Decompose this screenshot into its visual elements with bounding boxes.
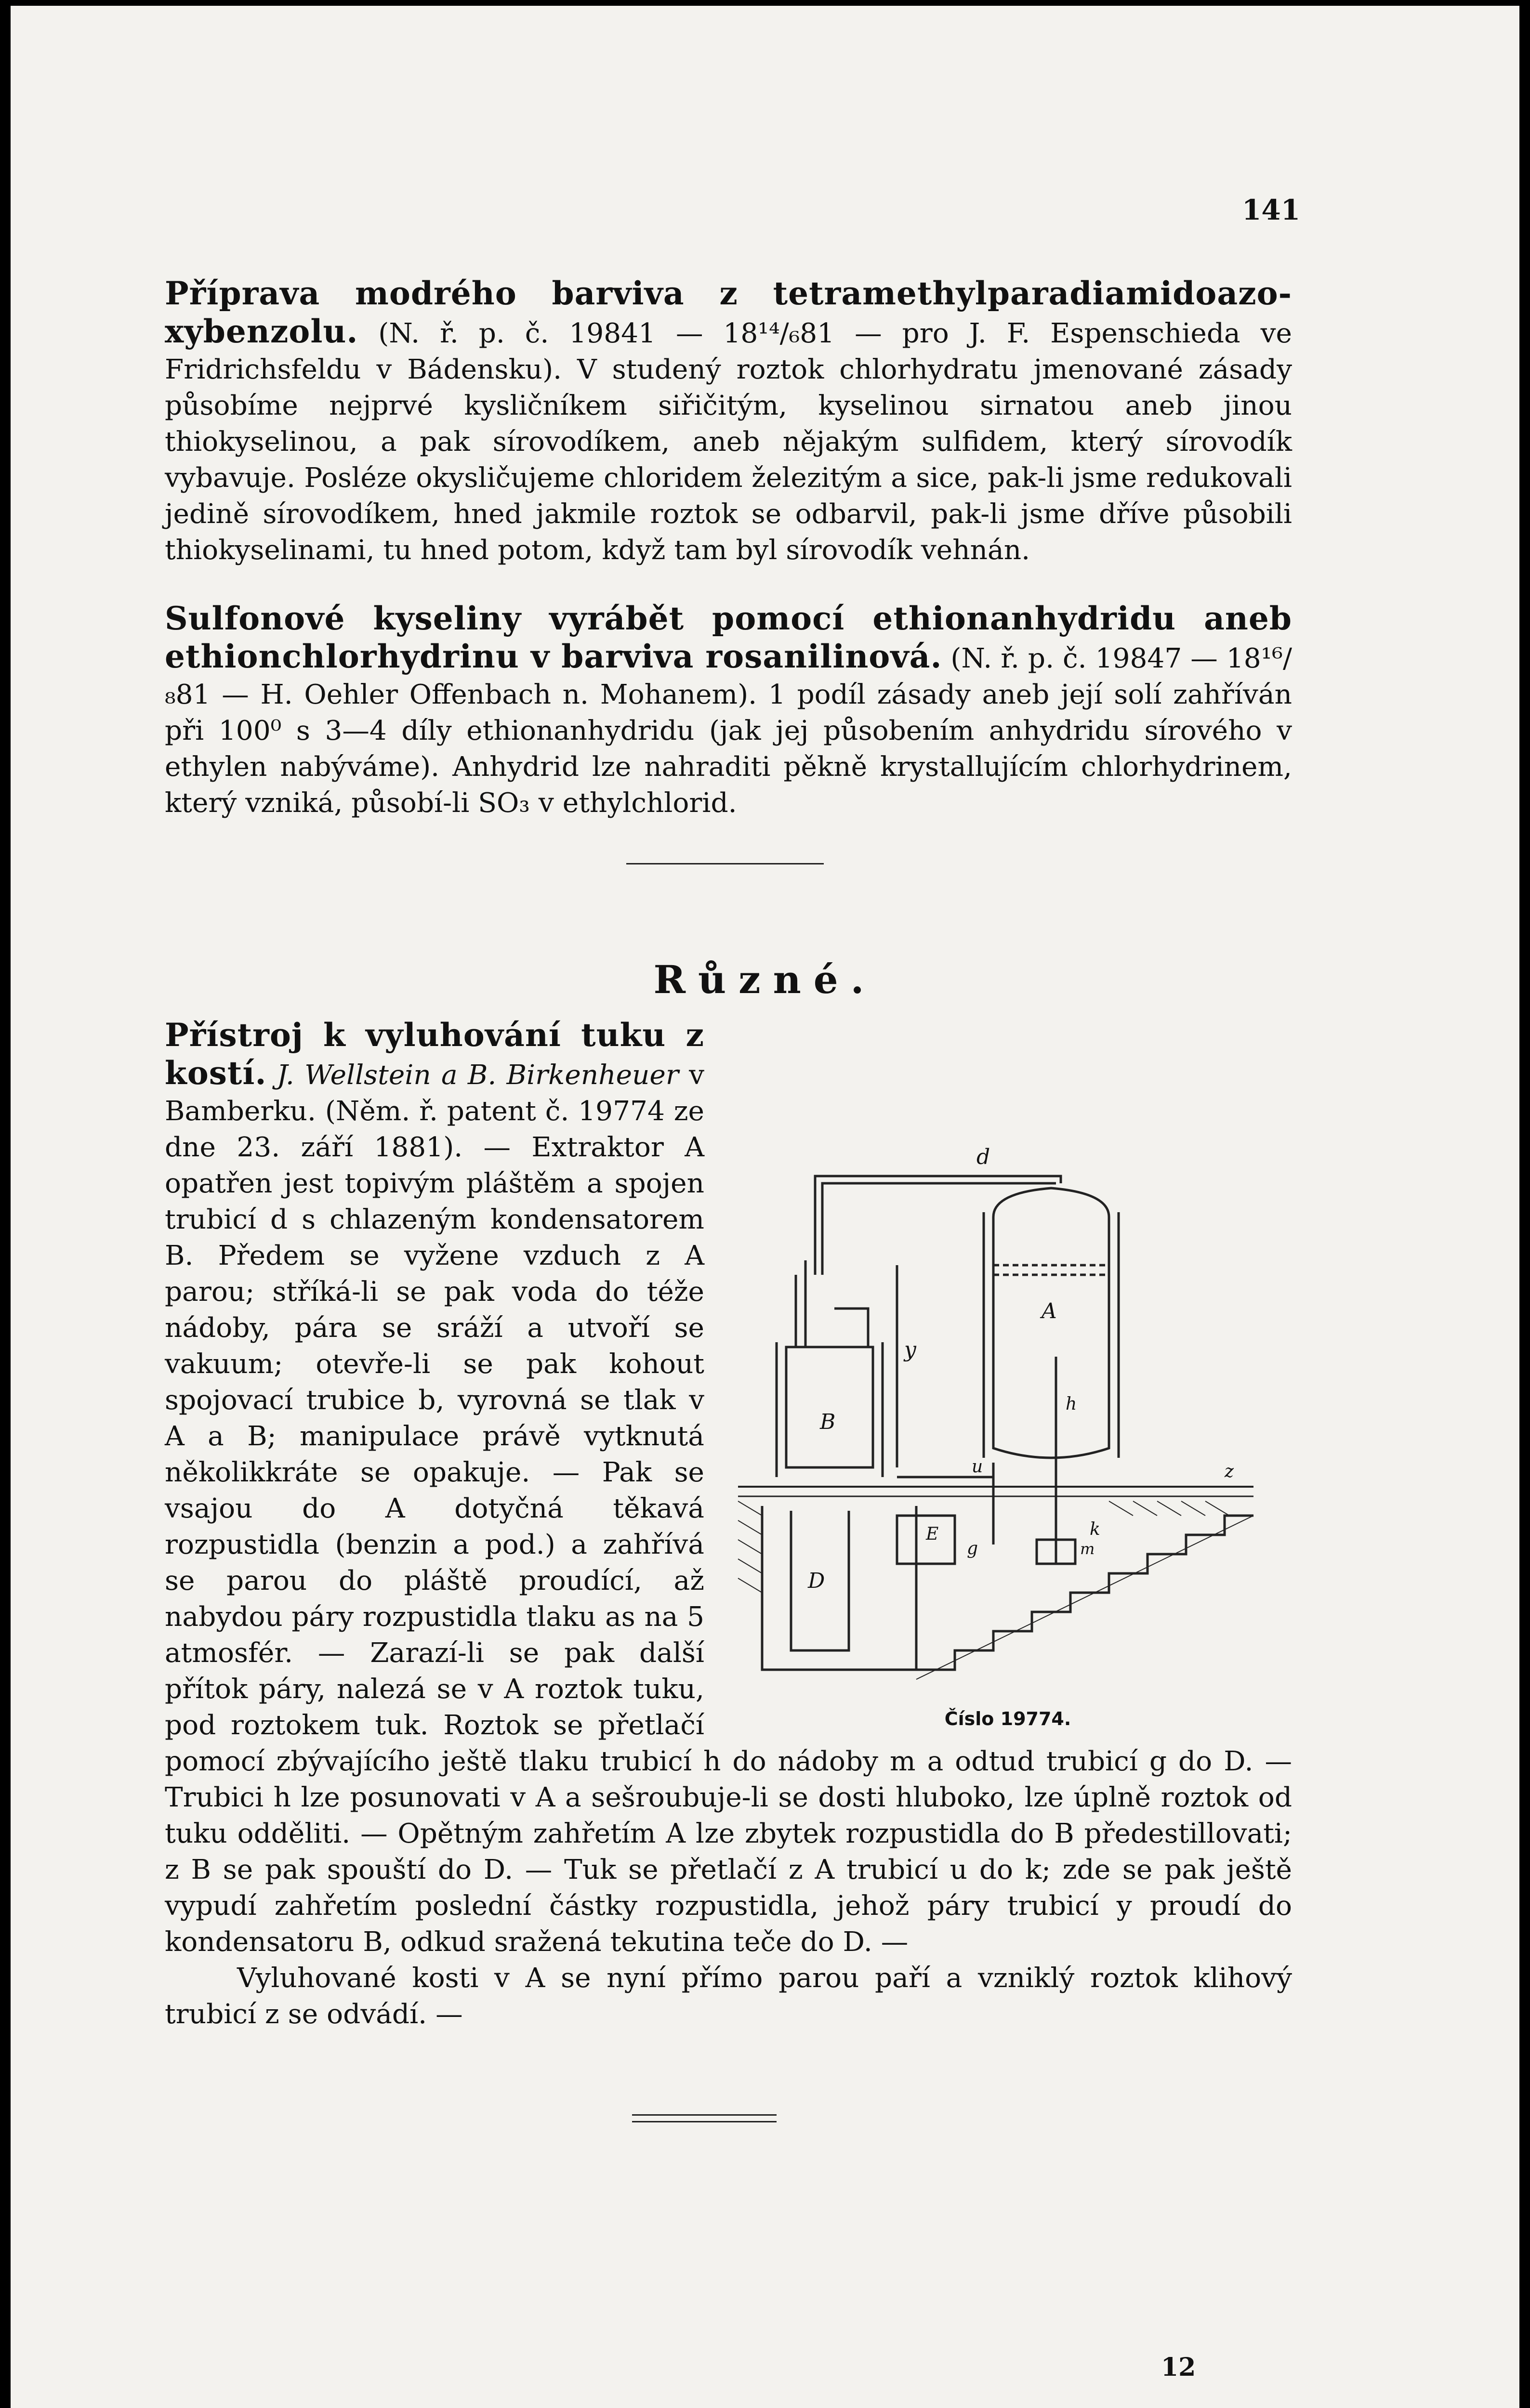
label-m: m: [1080, 1540, 1095, 1558]
misc-heading: Různé.: [653, 957, 877, 1002]
apparatus-figure: [724, 1130, 1292, 1735]
section-fat-dye: [165, 275, 1292, 568]
label-u: u: [972, 1457, 983, 1477]
label-E: E: [926, 1524, 939, 1544]
apparatus-drawing: [724, 1130, 1292, 1703]
label-g: g: [967, 1539, 978, 1558]
section3-title: Přístroj k vyluhování tuku z kostí.: [165, 1016, 704, 1092]
label-d: d: [976, 1145, 990, 1169]
section2-title: Sulfonové kyseliny vyrábět pomocí ethionanhydridu aneb ethionchlorhydrinu v barviva rosanilinová.: [165, 600, 1292, 675]
figure-caption: Číslo 19774.: [944, 1708, 1071, 1729]
label-B: B: [820, 1410, 836, 1434]
label-h: h: [1066, 1394, 1077, 1414]
label-D: D: [808, 1569, 825, 1593]
divider-rule: [626, 863, 824, 864]
section-bone-fat-apparatus: [165, 1017, 1292, 2032]
label-A: A: [1042, 1299, 1057, 1323]
end-rule-2: [632, 2121, 777, 2122]
condenser-B: [786, 1347, 873, 1467]
label-k: k: [1090, 1519, 1100, 1539]
document-page: [11, 6, 1519, 2408]
section3-authors: J. Wellstein a B. Birkenheuer: [277, 1060, 679, 1091]
section1-title: Příprava modrého barviva z tetramethylparadiamidoazo-xybenzolu.: [165, 275, 1292, 350]
section1-body: (N. ř. p. č. 19841 — 18¹⁴/₆81 — pro J. F. Espenschieda ve Fridrichsfeldu v Bádensku). V studený roztok chlorhydratu jmenované zásady působíme nejprvé kysličníkem siřičitým, kyselinou sirnatou aneb jinou thiokyselinou, a pak sírovodíkem, aneb nějakým sulfidem, který sírovodík vybavuje. Posléze okysličujeme chloridem železitým a sice, pak-li jsme redukovali jedině sírovodíkem, hned jakmile roztok se odbarvil, pak-li jsme dříve působili thiokyselinami, tu hned potom, když tam byl sírovodík vehnán.: [165, 318, 1292, 566]
section2-body: (N. ř. p. č. 19847 — 18¹⁶/₈81 — H. Oehler Offenbach n. Mohanem). 1 podíl zásady aneb její solí zahříván při 100⁰ s 3—4 díly ethionanhydridu (jak jej působením anhydridu sírového v ethylen nabýváme). Anhydrid lze nahraditi pěkně krystallujícím chlorhydrinem, který vzniká, působí-li SO₃ v ethylchlorid.: [165, 643, 1292, 819]
page-number: 141: [1242, 194, 1301, 226]
section-sulfonic-acids: [165, 601, 1292, 821]
section3-closing: Vyluhované kosti v A se nyní přímo parou paří a vzniklý roztok klihový trubicí z se odvádí. —: [165, 1963, 1292, 2030]
end-rule-1: [632, 2114, 777, 2116]
section3-body: v Bamberku. (Něm. ř. patent č. 19774 ze dne 23. září 1881). — Extraktor A opatřen jest topivým pláštěm a spojen trubicí d s chlazeným kondensatorem B. Předem se vyžene vzduch z A parou; stříká-li se pak voda do téže nádoby, pára se sráží a utvoří se vakuum; otevře-li se pak kohout spojovací trubice b, vyrovná se tlak v A a B; manipulace právě vytknutá několikkráte se opakuje. — Pak se vsajou do A dotyčná těkavá rozpustidla (benzin a pod.) a zahřívá se parou do pláště proudící, až nabydou páry rozpustidla tlaku as na 5 atmosfér. — Zarazí-li se pak další přítok páry, nalezá se v A roztok tuku, pod roztokem tuk. Roztok se přetlačí pomocí zbývajícího ještě tlaku trubicí h do nádoby m a odtud trubicí g do D. — Trubici h lze posunovati v A a sešroubuje-li se dosti hluboko, lze úplně roztok od tuku odděliti. — Opětným zahřetím A lze zbytek rozpustidla do B předestillovati; z B se pak spouští do D. — Tuk se přetlačí z A trubicí u do k; zde se pak ještě vypudí zahřetím poslední částky rozpustidla, jehož páry trubicí y proudí do kondensatoru B, odkud sražená tekutina teče do D. —: [165, 1060, 1292, 1958]
printer-signature: 12: [1161, 2353, 1196, 2382]
pipe-d: [815, 1176, 1061, 1275]
label-z: z: [1225, 1462, 1234, 1481]
label-y: y: [904, 1337, 916, 1362]
